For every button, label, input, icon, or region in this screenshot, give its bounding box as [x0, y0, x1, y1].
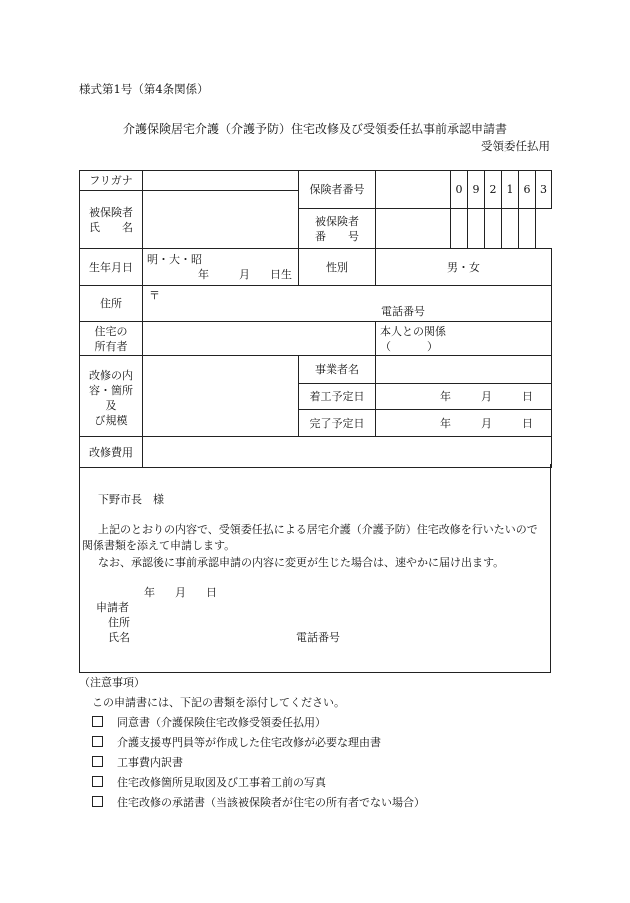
owner-field[interactable] — [143, 322, 376, 356]
insured-number-box[interactable] — [502, 209, 519, 249]
insured-name-label — [80, 191, 143, 249]
furigana-field[interactable] — [143, 171, 299, 191]
sex-field[interactable]: 男・女 — [376, 249, 552, 286]
checkbox[interactable] — [92, 776, 103, 787]
cost-field[interactable] — [143, 437, 552, 468]
application-date-day: 日 — [206, 586, 217, 599]
dob-field[interactable] — [143, 249, 299, 286]
applicant-phone-label: 電話番号 — [296, 631, 340, 644]
insurer-number-digit: 2 — [485, 171, 502, 209]
insurer-number-digit: 3 — [536, 171, 552, 209]
notes-heading: （注意事項） — [79, 676, 145, 689]
insured-number-box[interactable] — [376, 209, 451, 249]
attachment-item — [92, 774, 326, 790]
checkbox[interactable] — [92, 736, 103, 747]
address-field[interactable] — [143, 286, 552, 322]
attachment-item-label: 同意書（介護保険住宅改修受領委任払用） — [117, 716, 326, 729]
contractor-field[interactable] — [376, 356, 552, 384]
dob-label: 生年月日 — [80, 249, 143, 286]
attachment-item — [92, 754, 183, 770]
insured-number-box[interactable] — [519, 209, 536, 249]
application-date-year: 年 — [144, 586, 155, 599]
dob-month-unit: 月 — [239, 268, 250, 281]
complete-date-year: 年 — [440, 416, 451, 430]
insurer-number-digit: 0 — [451, 171, 468, 209]
relation-close-paren: ） — [427, 339, 438, 353]
furigana-label: フリガナ — [80, 171, 143, 191]
dob-year-unit: 年 — [198, 268, 209, 281]
complete-date-day: 日 — [522, 416, 533, 430]
notes-intro: この申請書には、下記の書類を添付してください。 — [92, 696, 345, 709]
sex-label: 性別 — [299, 249, 376, 286]
renovation-label — [80, 356, 143, 437]
declaration-box — [79, 464, 551, 673]
attachment-item-label: 工事費内訳書 — [117, 756, 183, 769]
attachment-item-label: 住宅改修箇所見取図及び工事着工前の写真 — [117, 776, 326, 789]
insurer-number-digit: 9 — [468, 171, 485, 209]
attachment-item — [92, 794, 425, 810]
insured-name-label-line2: 氏 名 — [89, 220, 133, 234]
start-date-day: 日 — [522, 390, 533, 403]
applicant-label: 申請者 — [96, 601, 129, 614]
complete-date-field[interactable] — [376, 410, 552, 437]
checkbox[interactable] — [92, 716, 103, 727]
declaration-body-line1: 上記のとおりの内容で、受領委任払による居宅介護（介護予防）住宅改修を行いたいので — [98, 523, 538, 536]
start-date-month: 月 — [481, 390, 492, 403]
cost-label: 改修費用 — [80, 437, 143, 468]
insured-number-label — [299, 209, 376, 249]
relation-label: 本人との関係 — [380, 324, 446, 338]
attachment-item-label: 住宅改修の承諾書（当該被保険者が住宅の所有者でない場合） — [117, 796, 425, 809]
dob-eras: 明・大・昭 — [147, 253, 202, 266]
insured-name-field[interactable] — [143, 191, 299, 249]
renovation-label-line3: び規模 — [94, 414, 128, 427]
insurer-number-digit: 6 — [519, 171, 536, 209]
addressee: 下野市長 様 — [98, 493, 164, 506]
insured-number-box[interactable] — [451, 209, 468, 249]
contractor-label: 事業者名 — [299, 356, 376, 384]
attachment-item-label: 介護支援専門員等が作成した住宅改修が必要な理由書 — [117, 736, 381, 749]
address-label: 住所 — [80, 286, 143, 322]
complete-date-month: 月 — [481, 416, 492, 430]
insurer-number-blank — [376, 171, 451, 209]
applicant-address-label: 住所 — [108, 616, 130, 629]
checkbox[interactable] — [92, 796, 103, 807]
document-subtitle: 受領委任払用 — [481, 139, 550, 153]
relation-field[interactable] — [376, 322, 552, 356]
insured-number-label-line1: 被保険者 — [315, 214, 359, 228]
form-number: 様式第1号（第4条関係） — [79, 82, 209, 96]
address-phone-label: 電話番号 — [381, 305, 425, 318]
renovation-label-line2: 容・箇所及 — [89, 384, 133, 412]
owner-label — [80, 322, 143, 356]
complete-date-label: 完了予定日 — [299, 410, 376, 437]
application-form-table — [79, 170, 552, 468]
relation-open-paren: （ — [380, 339, 391, 353]
checkbox[interactable] — [92, 756, 103, 767]
attachment-item — [92, 714, 326, 730]
applicant-name-label: 氏名 — [108, 631, 130, 644]
start-date-label: 着工予定日 — [299, 384, 376, 410]
insured-number-box[interactable] — [468, 209, 485, 249]
declaration-body-line2: 関係書類を添えて申請します。 — [82, 539, 236, 552]
insurer-number-label: 保険者番号 — [299, 171, 376, 209]
postal-mark: 〒 — [149, 289, 160, 302]
document-title: 介護保険居宅介護（介護予防）住宅改修及び受領委任払事前承認申請書 — [122, 122, 507, 136]
owner-label-line1: 住宅の — [94, 324, 128, 338]
owner-label-line2: 所有者 — [94, 339, 128, 353]
start-date-year: 年 — [440, 390, 451, 403]
dob-day-unit: 日生 — [270, 268, 292, 281]
attachment-item — [92, 734, 381, 750]
insured-number-box[interactable] — [485, 209, 502, 249]
insurer-number-digit: 1 — [502, 171, 519, 209]
insured-name-label-line1: 被保険者 — [89, 205, 133, 219]
insured-number-label-line2: 番 号 — [315, 229, 359, 243]
application-date-month: 月 — [175, 586, 186, 599]
declaration-body-line3: なお、承認後に事前承認申請の内容に変更が生じた場合は、速やかに届け出ます。 — [98, 556, 505, 569]
renovation-field[interactable] — [143, 356, 299, 437]
renovation-label-line1: 改修の内 — [89, 369, 133, 382]
application-date[interactable] — [144, 584, 217, 600]
start-date-field[interactable] — [376, 384, 552, 410]
